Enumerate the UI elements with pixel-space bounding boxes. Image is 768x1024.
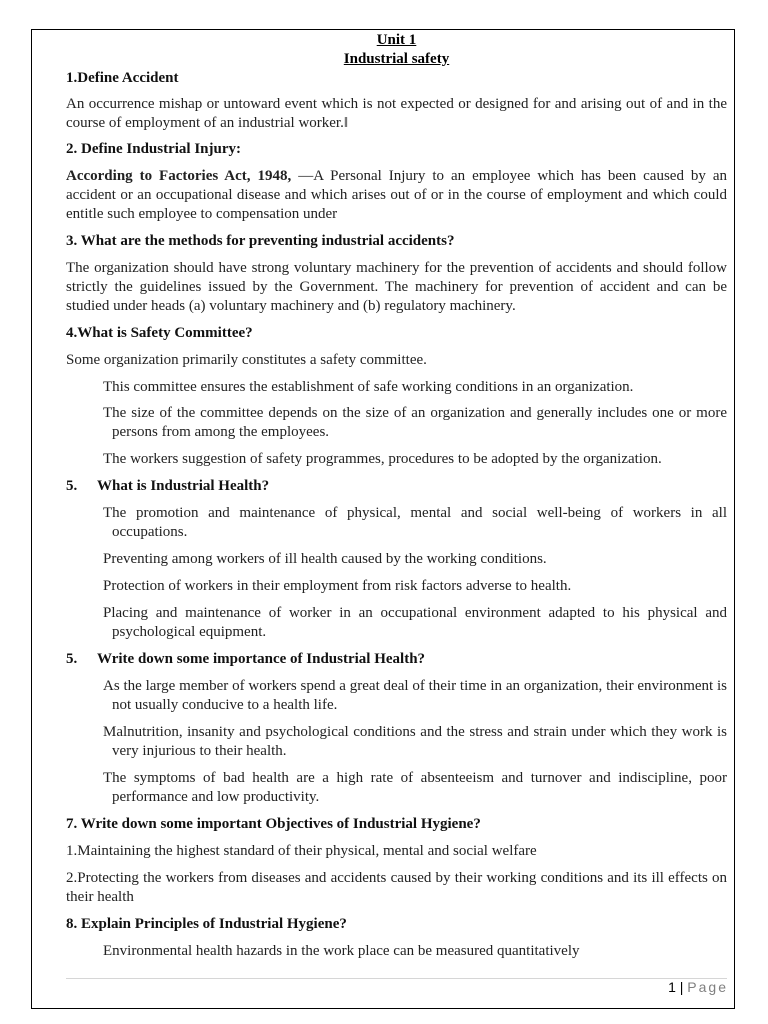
q4-point: The workers suggestion of safety programmes, procedures to be adopted by the organization. — [103, 451, 662, 467]
q4-intro: Some organization primarily constitutes a safety committee. — [66, 352, 427, 368]
q4-point: This committee ensures the establishment of safe working conditions in an organization. — [103, 379, 634, 395]
subject-title: Industrial safety — [343, 51, 450, 67]
q5-point: The promotion and maintenance of physical, mental and social well-being of workers in all occupations. — [103, 505, 727, 540]
q6-point: Malnutrition, insanity and psychological conditions and the stress and strain under which they work is very injurious to their health. — [103, 724, 727, 759]
footer-divider — [66, 978, 727, 979]
q2-heading: 2. Define Industrial Injury: — [66, 141, 242, 157]
q5-heading — [66, 477, 727, 496]
q4-heading: 4.What is Safety Committee? — [66, 325, 253, 341]
q1-heading: 1.Define Accident — [66, 70, 179, 86]
q6-title: Write down some importance of Industrial Health? — [97, 651, 426, 667]
q6-point: As the large member of workers spend a great deal of their time in an organization, their environment is not usually conducive to a health life. — [103, 678, 727, 713]
q8-heading: 8. Explain Principles of Industrial Hygiene? — [66, 916, 347, 932]
page-number: 1 — [668, 979, 676, 995]
q3-answer: The organization should have strong voluntary machinery for the prevention of accidents and should follow strictly the guidelines issued by the Government. The machinery for prevention of accident and can be studied under heads (a) voluntary machinery and (b) regulatory machinery. — [66, 260, 727, 314]
footer-separator: | — [675, 979, 688, 995]
q6-point: The symptoms of bad health are a high rate of absenteeism and turnover and indiscipline, poor performance and low productivity. — [103, 770, 727, 805]
q2-answer — [66, 167, 727, 224]
q5-point: Protection of workers in their employment from risk factors adverse to health. — [103, 578, 572, 594]
document-body — [66, 31, 727, 961]
q6-number: 5. — [66, 651, 78, 667]
q5-title: What is Industrial Health? — [97, 478, 270, 494]
q3-heading: 3. What are the methods for preventing industrial accidents? — [66, 233, 455, 249]
unit-title: Unit 1 — [376, 32, 417, 48]
q2-answer-text: —A Personal Injury to an employee which has been caused by an accident or an occupational disease and which arises out of or in the course of employment and which could entitle such employee to compensation under — [66, 168, 728, 222]
q4-point: The size of the committee depends on the size of an organization and generally includes one or more persons from among the employees. — [103, 405, 727, 440]
q8-point: Environmental health hazards in the work place can be measured quantitatively — [103, 943, 580, 959]
q6-heading — [66, 650, 727, 669]
q7-point: 2.Protecting the workers from diseases and accidents caused by their working conditions and its ill effects on their health — [66, 870, 727, 905]
q5-point: Placing and maintenance of worker in an occupational environment adapted to his physical and psychological equipment. — [103, 605, 727, 640]
q7-point: 1.Maintaining the highest standard of their physical, mental and social welfare — [66, 843, 537, 859]
q2-lead: According to Factories Act, 1948, — [66, 168, 292, 184]
q7-heading: 7. Write down some important Objectives of Industrial Hygiene? — [66, 816, 481, 832]
page-footer — [668, 979, 728, 995]
q5-number: 5. — [66, 478, 78, 494]
page-label: Page — [687, 979, 728, 995]
q1-answer: An occurrence mishap or untoward event which is not expected or designed for and arising out of and in the course of employment of an industrial worker.‖ — [66, 96, 727, 131]
q5-point: Preventing among workers of ill health caused by the working conditions. — [103, 551, 547, 567]
